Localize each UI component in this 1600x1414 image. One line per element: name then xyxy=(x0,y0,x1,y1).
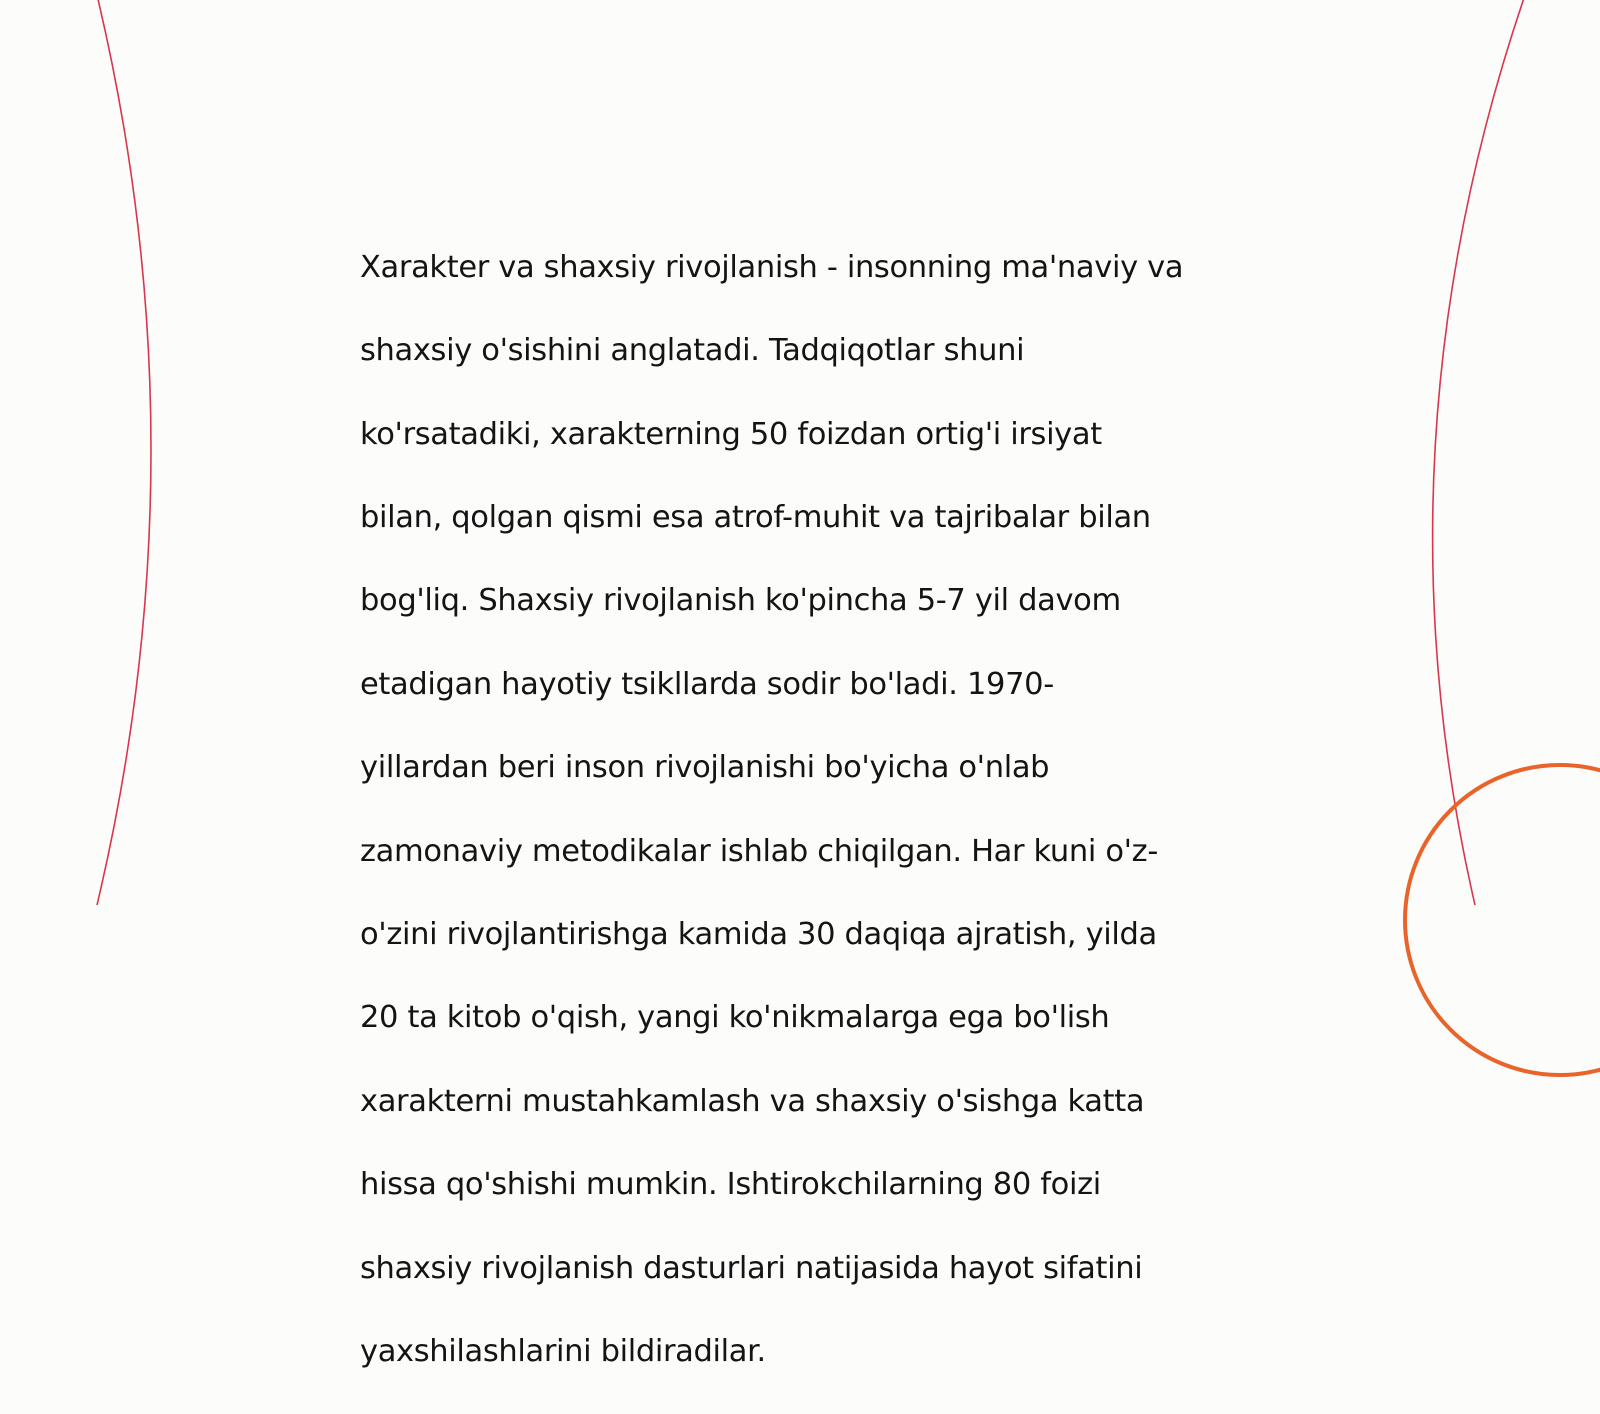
body-line: bog'liq. Shaxsiy rivojlanish ko'pincha 5-7 yil davom xyxy=(360,583,1121,619)
body-line: yillardan beri inson rivojlanishi bo'yicha o'nlab xyxy=(360,750,1050,786)
body-line: etadigan hayotiy tsikllarda sodir bo'ladi. 1970- xyxy=(360,666,1054,702)
body-line: zamonaviy metodikalar ishlab chiqilgan. Har kuni o'z- xyxy=(360,833,1158,869)
body-line: hissa qo'shishi mumkin. Ishtirokchilarning 80 foizi xyxy=(360,1167,1101,1203)
body-line: o'zini rivojlantirishga kamida 30 daqiqa ajratish, yilda xyxy=(360,916,1157,952)
right-curve-line xyxy=(1433,0,1525,905)
body-line: shaxsiy o'sishini anglatadi. Tadqiqotlar shuni xyxy=(360,333,1025,369)
body-line: shaxsiy rivojlanish dasturlari natijasida hayot sifatini xyxy=(360,1250,1143,1286)
body-line: 20 ta kitob o'qish, yangi ko'nikmalarga ega bo'lish xyxy=(360,1000,1110,1036)
body-line: yaxshilashlarini bildiradilar. xyxy=(360,1333,766,1369)
left-curve-line xyxy=(97,0,151,905)
body-line: ko'rsatadiki, xarakterning 50 foizdan ortig'i irsiyat xyxy=(360,416,1102,452)
slide-body-text xyxy=(360,205,1260,1414)
orange-accent-arc xyxy=(1405,765,1600,1075)
body-line: xarakterni mustahkamlash va shaxsiy o'sishga katta xyxy=(360,1083,1145,1119)
body-line: bilan, qolgan qismi esa atrof-muhit va tajribalar bilan xyxy=(360,499,1151,535)
body-line: Xarakter va shaxsiy rivojlanish - insonning ma'naviy va xyxy=(360,249,1184,285)
